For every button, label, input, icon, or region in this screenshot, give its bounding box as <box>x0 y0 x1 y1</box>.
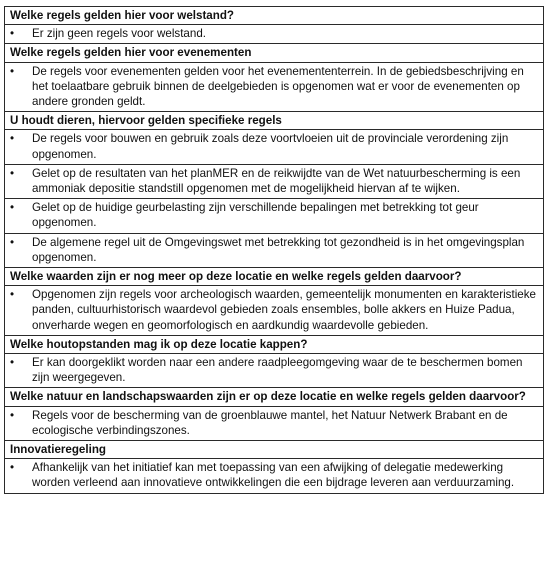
section-heading: Welke regels gelden hier voor evenementen <box>5 44 544 62</box>
bullet-cell <box>5 286 544 336</box>
bullet-icon: • <box>10 288 15 302</box>
section-heading-row <box>5 335 544 353</box>
rules-table <box>4 6 544 494</box>
section-heading: Welke houtopstanden mag ik op deze locatie kappen? <box>5 335 544 353</box>
rules-table-body <box>5 7 544 494</box>
bullet-row <box>5 62 544 112</box>
section-heading-row <box>5 441 544 459</box>
bullet-text: Er kan doorgeklikt worden naar een andere raadpleegomgeving waar de te beschermen bomen zijn weergegeven. <box>32 356 523 385</box>
section-heading: Welke waarden zijn er nog meer op deze locatie en welke regels gelden daarvoor? <box>5 268 544 286</box>
bullet-row <box>5 286 544 336</box>
bullet-row <box>5 233 544 267</box>
bullet-icon: • <box>10 408 15 422</box>
bullet-icon: • <box>10 166 15 180</box>
bullet-text: Afhankelijk van het initiatief kan met toepassing van een afwijking of delegatie medewerking worden verleend aan innovatieve ontwikkelingen die een bijdrage leveren aan verduurzaming. <box>32 461 515 490</box>
bullet-row <box>5 164 544 198</box>
section-heading: Welke natuur en landschapswaarden zijn er op deze locatie en welke regels gelden daarvoor? <box>5 388 544 406</box>
section-heading: U houdt dieren, hiervoor gelden specifieke regels <box>5 112 544 130</box>
section-heading-row <box>5 388 544 406</box>
bullet-text: Opgenomen zijn regels voor archeologisch waarden, gemeentelijk monumenten en karakteristieke panden, cultuurhistorisch waardevol gebieden zoals ensembles, bolle akkers en Huize Padua, onverharde wegen en geomorfologisch en aardkundig waardevolle gebieden. <box>32 288 536 332</box>
bullet-cell <box>5 25 544 44</box>
bullet-cell <box>5 199 544 233</box>
bullet-icon: • <box>10 356 15 370</box>
bullet-cell <box>5 130 544 164</box>
bullet-text: Er zijn geen regels voor welstand. <box>32 27 206 41</box>
section-heading: Innovatieregeling <box>5 441 544 459</box>
bullet-cell <box>5 459 544 493</box>
bullet-text: Gelet op de resultaten van het planMER en de reikwijdte van de Wet natuurbescherming is een ammoniak depositie standstill opgenomen met de mogelijkheid hiervan af te wijken. <box>32 166 521 196</box>
section-heading-row <box>5 44 544 62</box>
bullet-cell <box>5 62 544 112</box>
bullet-row <box>5 25 544 44</box>
section-heading-row <box>5 7 544 25</box>
bullet-text: Regels voor de bescherming van de groenblauwe mantel, het Natuur Netwerk Brabant en de ecologische verbindingszones. <box>32 408 508 437</box>
bullet-row <box>5 354 544 388</box>
bullet-text: De regels voor bouwen en gebruik zoals deze voortvloeien uit de provinciale verordening zijn opgenomen. <box>32 132 509 161</box>
bullet-text: De regels voor evenementen gelden voor het evenemententerrein. In de gebiedsbeschrijving en het toelaatbare gebruik binnen de deelgebieden is opgenomen wat er voor de evenementen op andere gronden geldt. <box>32 64 524 109</box>
bullet-cell <box>5 354 544 388</box>
bullet-row <box>5 406 544 440</box>
bullet-text: Gelet op de huidige geurbelasting zijn verschillende bepalingen met betrekking tot geur opgenomen. <box>32 201 479 230</box>
bullet-icon: • <box>10 201 15 215</box>
bullet-icon: • <box>10 132 15 146</box>
section-heading-row <box>5 268 544 286</box>
bullet-text: De algemene regel uit de Omgevingswet met betrekking tot gezondheid is in het omgevingsplan opgenomen. <box>32 235 525 264</box>
bullet-icon: • <box>10 27 15 41</box>
bullet-cell <box>5 233 544 267</box>
bullet-cell <box>5 406 544 440</box>
bullet-row <box>5 130 544 164</box>
bullet-icon: • <box>10 235 15 249</box>
section-heading-row <box>5 112 544 130</box>
section-heading: Welke regels gelden hier voor welstand? <box>5 7 544 25</box>
bullet-row <box>5 459 544 493</box>
bullet-cell <box>5 164 544 198</box>
bullet-row <box>5 199 544 233</box>
bullet-icon: • <box>10 64 15 78</box>
bullet-icon: • <box>10 461 15 475</box>
